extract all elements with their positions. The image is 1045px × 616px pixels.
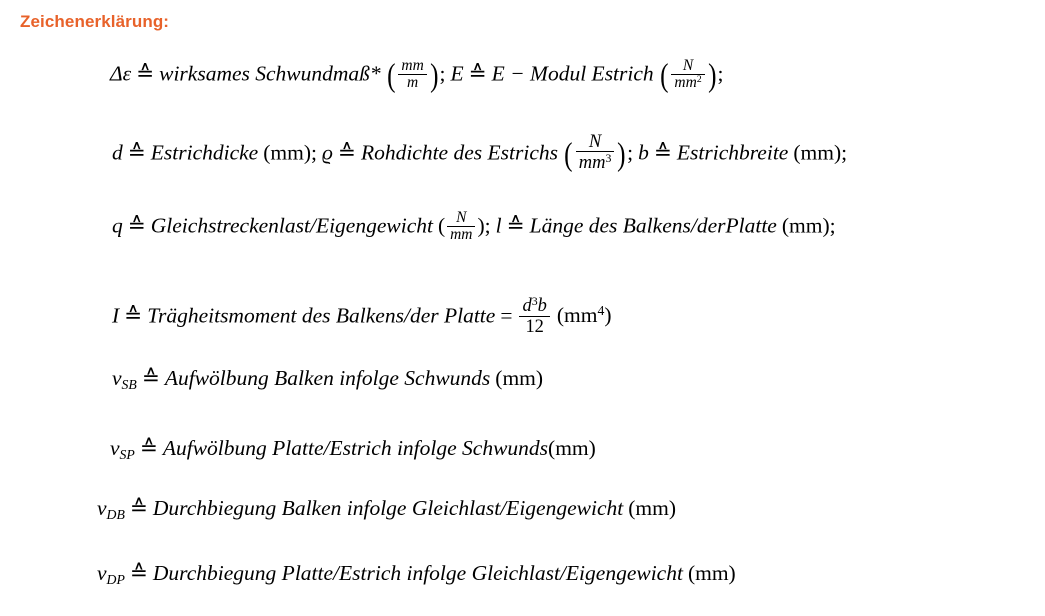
separator: ;: [484, 213, 491, 238]
equation-line-7: [97, 497, 676, 522]
description-text: Gleichstreckenlast/Eigengewicht: [150, 213, 433, 238]
relation-symbol: ≙: [127, 213, 146, 238]
unit-mm: (mm): [781, 213, 830, 238]
unit-mm4: $(mm^4)$: [556, 303, 612, 328]
relation-symbol: ≙: [124, 303, 143, 328]
equation-line-3: q ≙ Gleichstreckenlast/Eigengewicht ( $\frac{N}{mm}$ ); l ≙ Länge des Balkens/derPlatte (mm);: [112, 209, 836, 244]
description-text: E − Modul Estrich: [491, 61, 654, 86]
separator: ;: [627, 140, 634, 165]
relation-symbol: ≙: [127, 140, 146, 165]
unit-mm: (mm): [548, 436, 596, 460]
relation-symbol: ≙: [141, 366, 160, 390]
separator: ;: [439, 61, 446, 86]
description-text: Rohdichte des Estrichs: [360, 140, 558, 165]
moment-of-inertia-fraction: $\frac{d^3b}{12}$: [519, 295, 549, 336]
symbol-l: l: [495, 213, 502, 238]
equation-line-2: d ≙ Estrichdicke (mm); ϱ ≙ Rohdichte des Estrichs ( $\frac{N}{mm^3}$ ); b ≙ Estrichbreite (mm);: [112, 131, 848, 173]
description-text: Estrichbreite: [676, 140, 789, 165]
equation-line-6: [110, 437, 596, 462]
description-text: Aufwölbung Balken infolge Schwunds: [164, 366, 491, 390]
relation-symbol: ≙: [506, 213, 525, 238]
description-text: wirksames Schwundmaß*: [159, 61, 381, 86]
separator: ;: [841, 140, 848, 165]
unit-mm: (mm): [687, 561, 736, 585]
symbol-delta-epsilon: Δε: [110, 61, 132, 86]
symbol-v-dp: $v_{DP}$: [97, 561, 125, 587]
symbol-e: E: [450, 61, 464, 86]
symbol-v-sp: $v_{SP}$: [110, 436, 135, 462]
description-text: Durchbiegung Platte/Estrich infolge Gleichlast/Eigengewicht: [152, 561, 683, 585]
relation-symbol: ≙: [136, 61, 155, 86]
relation-symbol: ≙: [468, 61, 487, 86]
unit-fraction-n-mm: $\frac{N}{mm}$: [447, 210, 475, 244]
description-text: Estrichdicke: [150, 140, 259, 165]
description-text: Trägheitsmoment des Balkens/der Platte: [147, 303, 496, 328]
equals-sign: =: [500, 303, 513, 328]
description-text: Länge des Balkens/derPlatte: [529, 213, 777, 238]
symbol-q: q: [112, 213, 123, 238]
symbol-i: I: [112, 303, 120, 328]
unit-mm: (mm): [495, 366, 544, 390]
unit-mm: (mm): [263, 140, 312, 165]
unit-mm: (mm): [628, 496, 676, 520]
description-text: Durchbiegung Balken infolge Gleichlast/Eigengewicht: [152, 496, 624, 520]
separator: ;: [717, 61, 724, 86]
relation-symbol: ≙: [653, 140, 672, 165]
unit-fraction-n-mm3: $\frac{N}{mm^3}$: [576, 132, 615, 173]
relation-symbol: ≙: [129, 561, 148, 585]
symbol-d: d: [112, 140, 123, 165]
description-text: Aufwölbung Platte/Estrich infolge Schwunds: [162, 436, 549, 460]
symbol-v-db: $v_{DB}$: [97, 496, 125, 522]
equation-line-1: Δε ≙ wirksames Schwundmaß* ( $\frac{mm}{m}$ ); E ≙ E − Modul Estrich ( $\frac{N}{mm^2}$ );: [110, 57, 724, 94]
relation-symbol: ≙: [139, 436, 158, 460]
relation-symbol: ≙: [337, 140, 356, 165]
symbol-b: b: [638, 140, 649, 165]
separator: ;: [311, 140, 317, 165]
page-title: Zeichenerklärung:: [20, 12, 170, 31]
unit-mm: (mm): [793, 140, 842, 165]
equation-line-4: [112, 295, 612, 336]
unit-fraction-n-mm2: $\frac{N}{mm^2}$: [671, 58, 704, 92]
symbol-v-sb: $v_{SB}$: [112, 366, 137, 392]
equation-line-5: [112, 367, 543, 392]
unit-fraction-mm-m: $\frac{mm}{m}$: [398, 58, 426, 92]
equation-line-8: [97, 562, 736, 587]
symbol-rho: ϱ: [322, 140, 333, 165]
relation-symbol: ≙: [129, 496, 148, 520]
separator: ;: [829, 213, 836, 238]
